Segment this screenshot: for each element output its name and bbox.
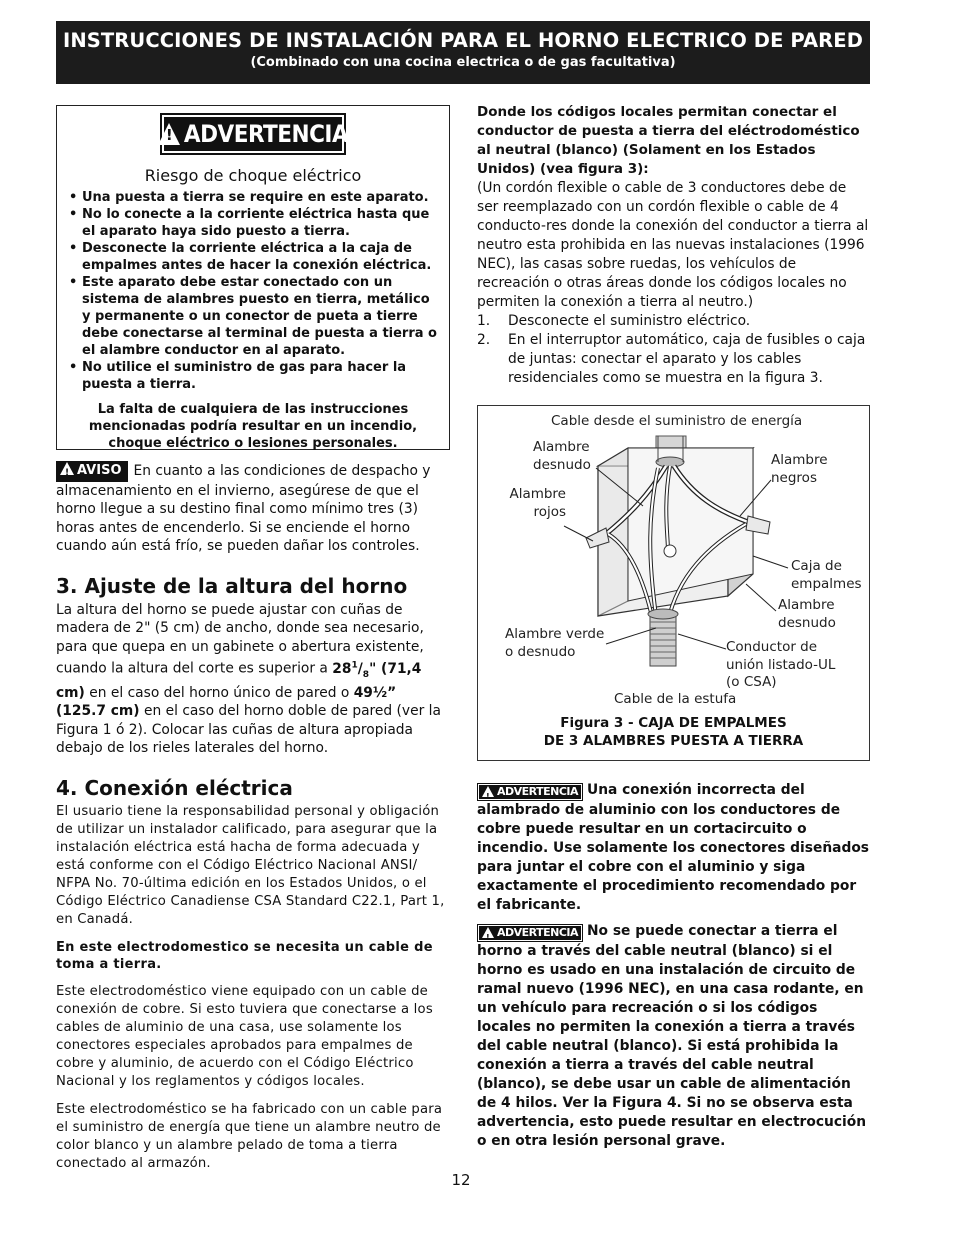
neutral-ground-warning — [477, 922, 870, 1151]
aluminum-warning-text: Una conexión incorrecta del alambrado de aluminio con los conductores de cobre puede resultar en un cortacircuito o incendio. Use solamente los conectores diseñados para juntar el cobre con el aluminio y siga exactamente el procedimiento recomendado por el fabricante. — [477, 782, 870, 913]
step-text: En el interruptor automático, caja de fusibles o caja de juntas: conectar el aparato y los cables residenciales como se muestra en la figura 3. — [508, 332, 866, 386]
figure-caption — [478, 714, 869, 750]
advertencia-small-badge — [477, 783, 583, 801]
figure-caption-line1: Figura 3 - CAJA DE EMPALMES — [560, 715, 787, 731]
label-green-wire: Alambre verde o desnudo — [505, 626, 605, 660]
risk-title: Riesgo de choque eléctrico — [144, 166, 362, 185]
shock-warning-box — [56, 105, 450, 450]
right-column — [477, 103, 870, 388]
section-4-p2: Este electrodoméstico viene equipado con un cable de conexión de cobre. Si esto tuviera que conectarse a los cables de aluminio de una casa, use solamente los conectores especiales aprobados para empalmes de cobre y aluminio, de acuerdo con el Código Eléctrico Nacional y los reglamentos y códigos locales. — [56, 983, 433, 1089]
section-4-heading: 4. Conexión eléctrica — [56, 775, 293, 800]
section-3-text — [56, 601, 450, 758]
aviso-paragraph — [56, 461, 450, 556]
advertencia-badge-label: ADVERTENCIA — [183, 120, 349, 148]
warning-triangle-icon — [482, 786, 494, 797]
section-3-heading: 3. Ajuste de la altura del horno — [56, 573, 408, 598]
figure-3 — [477, 405, 870, 761]
aviso-badge-label: AVISO — [77, 463, 122, 478]
height-double-oven: 49½” (125.7 cm) — [56, 684, 397, 720]
warning-item: • Este aparato debe estar conectado con un sistema de alambres puesto en tierra, metálico y permanente o un conector de pueta a tierre debe conectarse al terminal de puesta a tierra o el alambre conductor en al aparato. — [69, 274, 437, 359]
warning-item: • No utilice el suministro de gas para hacer la puesta a tierra. — [69, 359, 437, 393]
step-item — [477, 331, 870, 388]
step-item — [477, 312, 870, 331]
warning-list — [69, 189, 437, 393]
page-number: 12 — [451, 1171, 471, 1189]
advertencia-small-label: ADVERTENCIA — [496, 785, 579, 798]
warning-footer: La falta de cualquiera de las instrucciones mencionadas podría resultar en un incendio, choque eléctrico o lesiones personales. — [88, 402, 418, 451]
value1-den: 8 — [362, 669, 370, 680]
figure-caption-line2: DE 3 ALAMBRES PUESTA A TIERRA — [543, 733, 804, 749]
warning-item: • No lo conecte a la corriente eléctrica hasta que el aparato haya sido puesto a tierra. — [69, 206, 437, 240]
label-junction-box: Caja de empalmes — [791, 558, 862, 592]
advertencia-badge — [160, 113, 349, 155]
advertencia-small-badge — [477, 924, 583, 942]
value1-rest: " (71,4 cm) — [56, 660, 422, 701]
section-4-bold: En este electrodomestico se necesita un cable de toma a tierra. — [56, 939, 433, 972]
aluminum-warning — [477, 781, 870, 915]
label-black-wires: Alambre negros — [771, 452, 828, 486]
warning-triangle-icon — [158, 123, 180, 145]
section-4-p3: Este electrodoméstico se ha fabricado con un cable para el suministro de energía que tiene un alambre neutro de color blanco y un alambre pelado de toma a tierra conectado al armazón. — [56, 1101, 443, 1171]
height-single-oven: $28^1/_8$" (71,4 cm) — [56, 660, 422, 701]
step-text: Desconecte el suministro eléctrico. — [508, 313, 751, 329]
warning-triangle-icon — [482, 927, 494, 938]
aviso-badge — [56, 461, 128, 482]
advertencia-small-label: ADVERTENCIA — [496, 926, 579, 939]
grounding-note: (Un cordón flexible o cable de 3 conductores debe de ser reemplazado con un cordón flexible o cable de 4 conducto-res donde la conexión del conductor a tierra al neutro esta prohibida en las nuevas instalaciones (1996 NEC), las casas sobre ruedas, los vehículos de recreación o otras áreas donde los códigos locales no permiten la conexión a tierra al neutro.) — [477, 180, 869, 310]
label-red-wires: Alambre rojos — [509, 486, 566, 520]
label-range-cable: Cable de la estufa — [614, 691, 737, 707]
page-title: INSTRUCCIONES DE INSTALACIÓN PARA EL HORNO ELECTRICO DE PARED — [62, 29, 864, 52]
label-bare-wire-right: Alambre desnudo — [778, 597, 836, 631]
steps-list — [477, 312, 870, 388]
value1-whole: 28 — [332, 660, 352, 677]
grounding-intro: Donde los códigos locales permitan conectar el conductor de puesta a tierra del eléctrodoméstico al neutral (blanco) (Solament en los Estados Unidos) (vea figura 3): — [477, 104, 860, 177]
warning-item: • Desconecte la corriente eléctrica a la caja de empalmes antes de hacer la conexión eléctrica. — [69, 240, 437, 274]
section-3-text-c: en el caso del horno doble de pared (ver la Figura 1 ó 2). Colocar las cuñas de altura apropiada debajo de los rieles laterales del horno. — [56, 703, 441, 757]
step-number: 1. — [477, 313, 491, 329]
label-bare-wire-top: Alambre desnudo — [533, 439, 591, 473]
section-3-text-b: en el caso del horno único de pared o — [84, 684, 354, 701]
aviso-text: En cuanto a las condiciones de despacho y almacenamiento en el invierno, asegúrese de que el horno llegue a su destino final como mínimo tres (3) horas antes de encenderlo. Si se enciende el horno cuando aún está frío, se pueden dañar los controles. — [56, 463, 431, 554]
value1-num: 1 — [351, 660, 358, 670]
left-column — [56, 105, 450, 1173]
label-supply-cable: Cable desde el suministro de energía — [551, 413, 803, 429]
page-subtitle: (Combinado con una cocina electrica o de gas facultativa) — [250, 55, 676, 70]
section-3-text-a: La altura del horno se puede ajustar con cuñas de madera de 2" (5 cm) de ancho, donde sea necesario, para que quepa en un gabinete o abertura existente, cuando la altura del corte es superior a — [56, 601, 424, 677]
step-number: 2. — [477, 332, 491, 348]
label-conduit: Conductor de unión listado-UL (o CSA) — [726, 639, 836, 690]
section-4-p1: El usuario tiene la responsabilidad personal y obligación de utilizar un instalador calificado, para asegurar que la instalación eléctrica está hacha de forma adecuada y está conforme con el Código Eléctrico Nacional ANSI/ NFPA No. 70-última edición en los Estados Unidos, o el Código Eléctrico Canadiense CSA Standard C22.1, Part 1, en Canadá. — [56, 803, 445, 927]
page-header — [56, 21, 870, 84]
warning-item: • Una puesta a tierra se require en este aparato. — [69, 189, 437, 206]
warning-triangle-icon — [60, 462, 74, 475]
neutral-ground-warning-text: No se puede conectar a tierra el horno a través del cable neutral (blanco) si el horno es usado en una instalación de circuito de ramal nuevo (1996 NEC), en una casa rodante, en un vehículo para recreación o si los códigos locales no permiten la conexión a tierra a través del cable neutral (blanco). Si está prohibida la conexión a tierra a través del cable neutral (blanco), se debe usar un cable de alimentación de 4 hilos. Ver la Figura 4. Si no se observa esta advertencia, esto puede resultar en electrocución o en otra lesión personal grave. — [477, 923, 867, 1149]
